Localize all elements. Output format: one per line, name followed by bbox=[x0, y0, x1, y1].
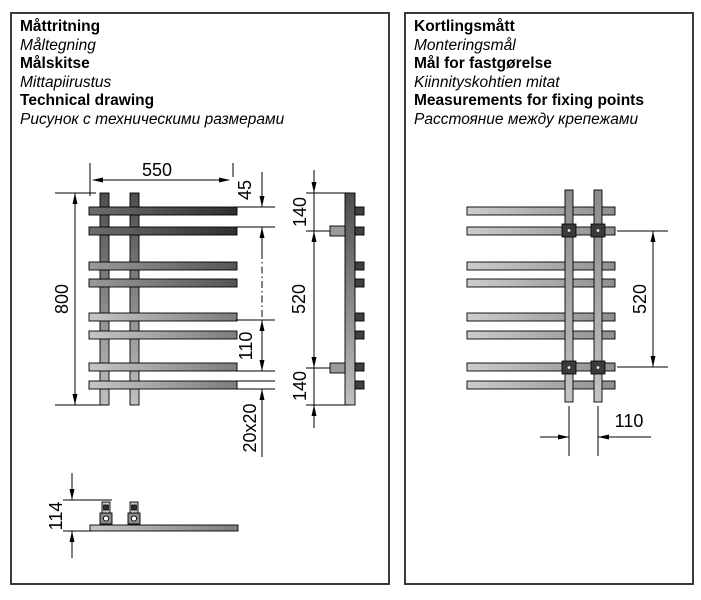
title-en: Technical drawing bbox=[20, 92, 155, 110]
title-sv: Kortlingsmått bbox=[414, 18, 515, 35]
towel-bar bbox=[89, 207, 237, 215]
dim-top-offset-label: 45 bbox=[235, 179, 255, 201]
dim-fixing-vertical-label: 520 bbox=[630, 283, 650, 315]
bar-end-stub bbox=[355, 207, 364, 215]
fixing-clamp bbox=[562, 224, 576, 237]
title-da: Monteringsmål bbox=[414, 36, 516, 54]
fixing-hole bbox=[131, 516, 136, 521]
title-no: Mål for fastgørelse bbox=[414, 55, 552, 73]
dim-width-label: 550 bbox=[141, 160, 173, 180]
title-ru: Рисунок с техническими размерами bbox=[20, 110, 285, 128]
title-ru: Расстояние между крепежами bbox=[414, 110, 639, 128]
side-post bbox=[345, 193, 355, 405]
towel-bar bbox=[89, 279, 237, 287]
towel-bar bbox=[89, 381, 237, 389]
mounting-bracket bbox=[128, 502, 140, 524]
dim-bottom-label: 140 bbox=[290, 370, 310, 402]
title-no: Målskitse bbox=[20, 55, 90, 73]
top-view-bar bbox=[90, 525, 238, 531]
side-view bbox=[306, 170, 364, 428]
towel-bar bbox=[467, 313, 615, 321]
fixing-clamp bbox=[591, 361, 605, 374]
towel-bar bbox=[467, 381, 615, 389]
radiator-post bbox=[130, 193, 139, 405]
towel-bar bbox=[89, 227, 237, 235]
bar-end-stub bbox=[355, 227, 364, 235]
top-view bbox=[63, 473, 238, 558]
fixing-clamp bbox=[562, 361, 576, 374]
bar-end-stub bbox=[355, 331, 364, 339]
towel-bar bbox=[467, 262, 615, 270]
title-en: Measurements for fixing points bbox=[414, 92, 644, 110]
title-fi: Mittapiirustus bbox=[20, 73, 112, 91]
dim-top-label: 140 bbox=[290, 196, 310, 228]
bar-end-stub bbox=[355, 279, 364, 287]
dim-fixing-horizontal-label: 110 bbox=[614, 411, 644, 431]
radiator-post bbox=[100, 193, 109, 405]
towel-bar bbox=[467, 279, 615, 287]
wall-bracket bbox=[330, 363, 345, 373]
towel-bar bbox=[467, 207, 615, 215]
towel-bar bbox=[89, 331, 237, 339]
title-sv: Måttritning bbox=[20, 18, 101, 35]
bar-end-stub bbox=[355, 363, 364, 371]
dim-tube-profile-label: 20x20 bbox=[240, 403, 260, 453]
title-fi: Kiinnityskohtien mitat bbox=[414, 73, 560, 91]
fixing-hole bbox=[103, 516, 108, 521]
bar-end-stub bbox=[355, 313, 364, 321]
dim-bar-spacing-label: 110 bbox=[236, 331, 256, 361]
dim-depth-label: 114 bbox=[46, 501, 66, 531]
dim-height-label: 800 bbox=[52, 283, 72, 315]
wall-bracket bbox=[330, 226, 345, 236]
towel-bar bbox=[467, 331, 615, 339]
bar-end-stub bbox=[355, 262, 364, 270]
dim-middle-label: 520 bbox=[289, 283, 309, 315]
towel-bar bbox=[89, 262, 237, 270]
mounting-bracket bbox=[100, 502, 112, 524]
towel-bar bbox=[89, 313, 237, 321]
towel-bar bbox=[89, 363, 237, 371]
dimension-bracket-chain bbox=[306, 170, 350, 428]
title-da: Måltegning bbox=[20, 36, 96, 54]
fixing-clamp bbox=[591, 224, 605, 237]
bar-end-stub bbox=[355, 381, 364, 389]
